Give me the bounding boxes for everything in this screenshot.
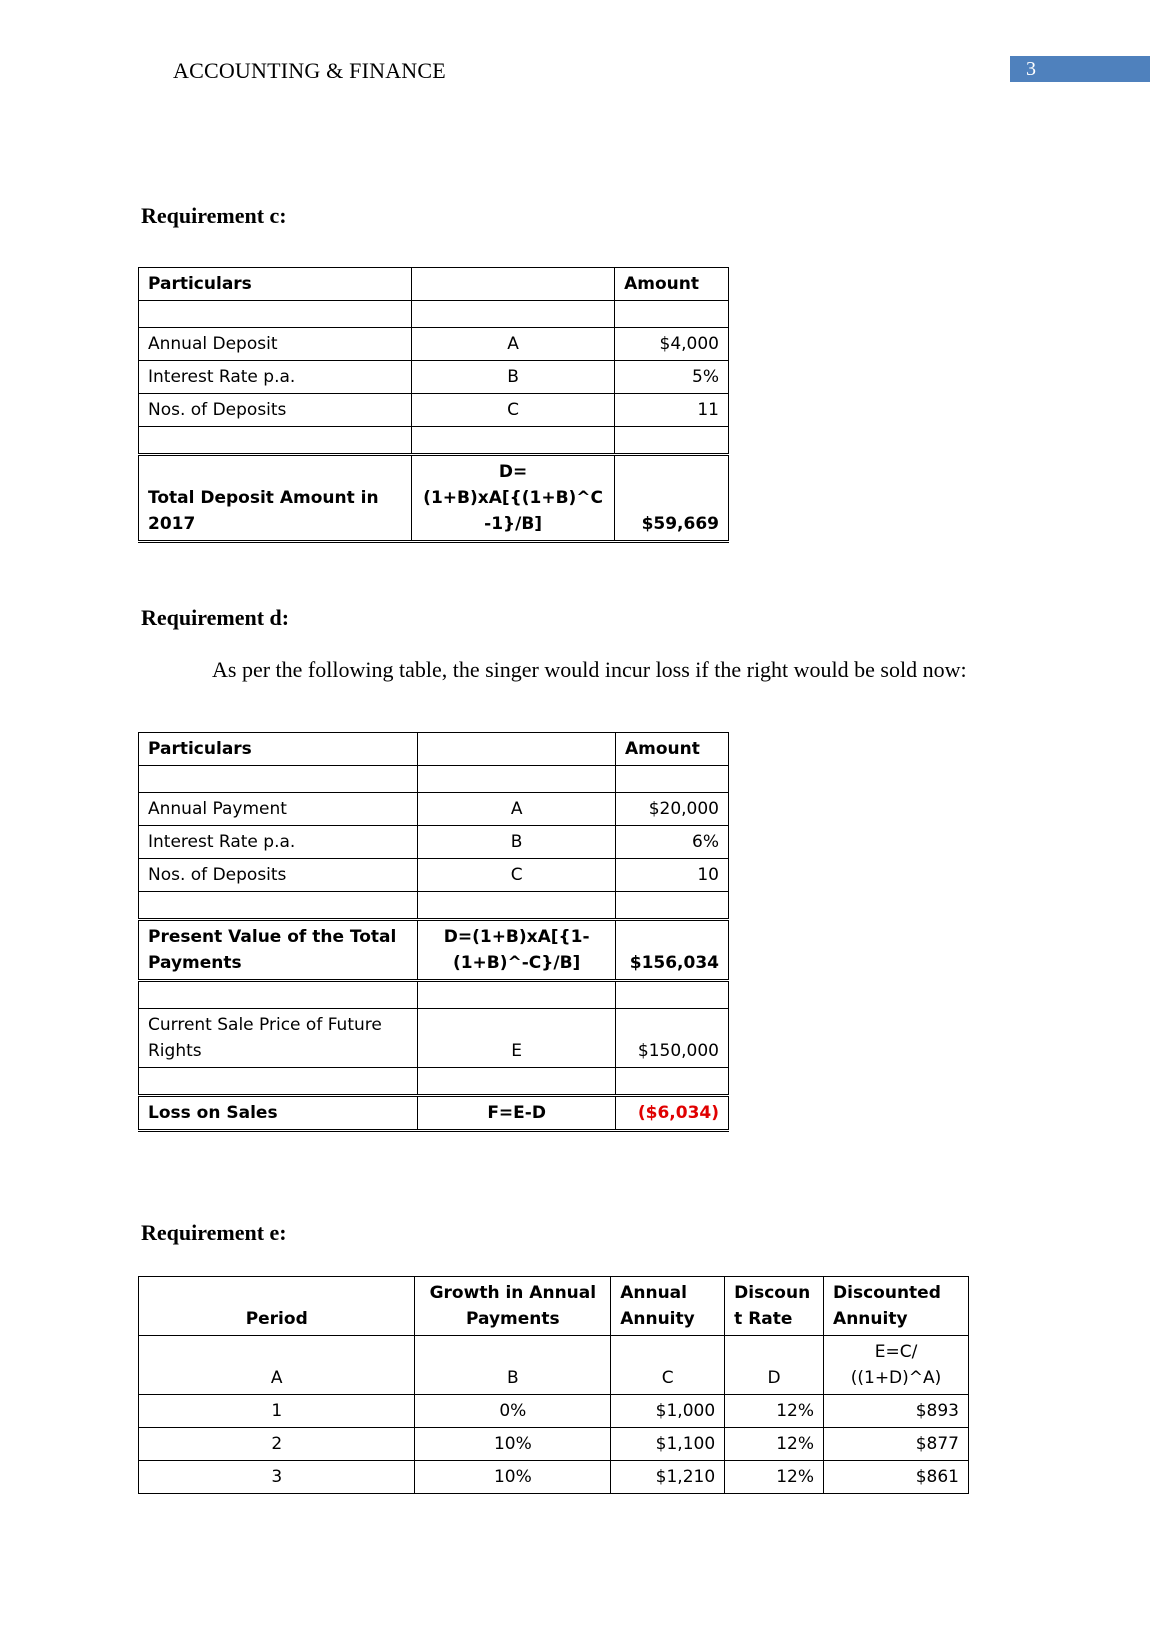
requirement-c-heading: Requirement c: (141, 203, 287, 228)
table-row: 2 10% $1,100 12% $877 (139, 1428, 969, 1461)
table-row: Interest Rate p.a. B 5% (139, 361, 729, 394)
table-row: Annual Deposit A $4,000 (139, 328, 729, 361)
table-row: Nos. of Deposits C 11 (139, 394, 729, 427)
col-particulars: Particulars (139, 733, 418, 766)
requirement-d-heading: Requirement d: (141, 605, 290, 630)
present-value-row: Present Value of the Total Payments D=(1+B)xA[{1-(1+B)^-C}/B] $156,034 (139, 920, 729, 981)
table-header-row (139, 268, 729, 301)
requirement-e-heading: Requirement e: (141, 1220, 287, 1245)
col-particulars: Particulars (139, 268, 412, 301)
total-row: Total Deposit Amount in 2017 D=(1+B)xA[{(1+B)^C -1}/B] $59,669 (139, 455, 729, 542)
col-amount: Amount (616, 733, 729, 766)
requirement-d-intro: As per the following table, the singer would incur loss if the right would be sold now: (212, 657, 967, 682)
table-row: 3 10% $1,210 12% $861 (139, 1461, 969, 1494)
running-header: ACCOUNTING & FINANCE (173, 58, 446, 83)
table-row: Interest Rate p.a. B 6% (139, 826, 729, 859)
requirement-c-table (138, 267, 729, 543)
table-header-row: Period Growth in Annual Payments Annual Annuity Discount Rate Discounted Annuity (139, 1277, 969, 1336)
table-row: 1 0% $1,000 12% $893 (139, 1395, 969, 1428)
requirement-e-table (138, 1276, 969, 1494)
table-row: Annual Payment A $20,000 (139, 793, 729, 826)
col-amount: Amount (615, 268, 729, 301)
page-number: 3 (1010, 56, 1150, 82)
code-row: A B C D E=C/ ((1+D)^A) (139, 1336, 969, 1395)
sale-price-row: Current Sale Price of Future Rights E $150,000 (139, 1009, 729, 1068)
loss-row: Loss on Sales F=E-D ($6,034) (139, 1096, 729, 1131)
table-row: Nos. of Deposits C 10 (139, 859, 729, 892)
requirement-d-table (138, 732, 729, 1132)
table-header-row (139, 733, 729, 766)
loss-amount: ($6,034) (616, 1096, 729, 1131)
